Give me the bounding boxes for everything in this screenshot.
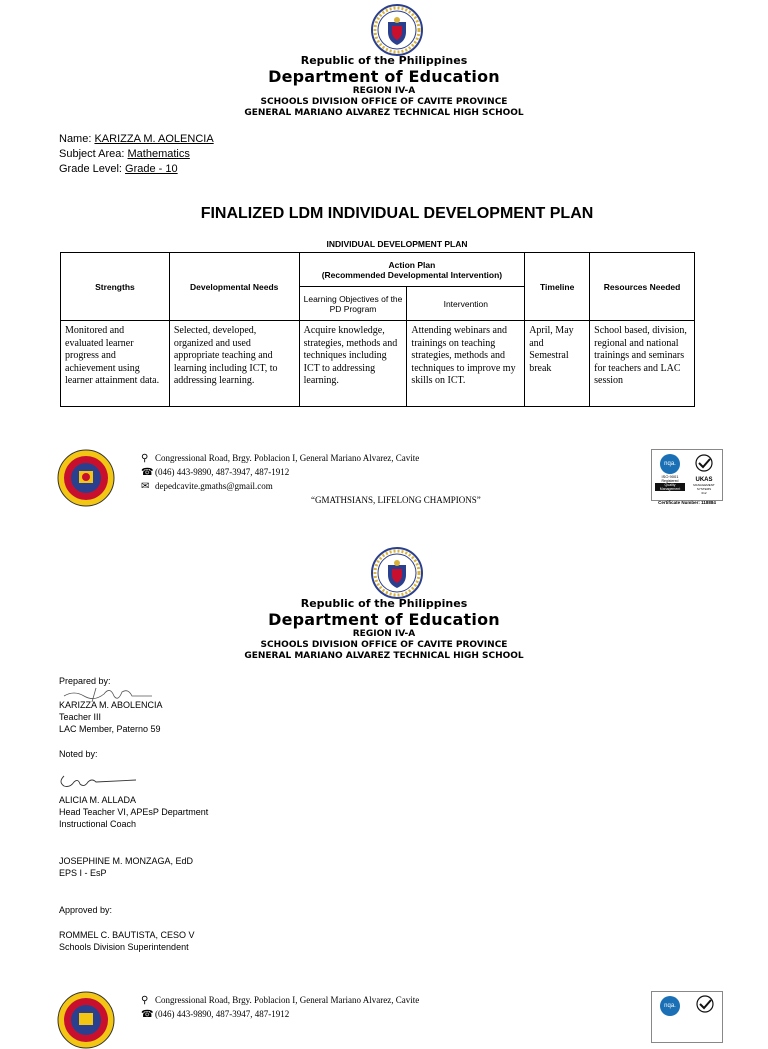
prepared-name: KARIZZA M. ABOLENCIA: [59, 700, 163, 710]
cell-objectives: Acquire knowledge, strategies, methods and techniques including ICT to addressing learning.: [299, 321, 407, 407]
department-text: Department of Education: [268, 67, 500, 86]
subject-value: Mathematics: [127, 148, 190, 160]
footer-address: [141, 453, 419, 464]
iso-label: ISO 9001: [661, 474, 679, 479]
crown-check-icon: [690, 994, 720, 1014]
deped-seal: [371, 4, 423, 56]
department-text: Department of Education: [268, 610, 500, 629]
republic-text: Republic of the Philippines: [300, 597, 468, 610]
deped-seal: [371, 547, 423, 599]
prepared-position: Teacher III: [59, 712, 102, 722]
address-text: Congressional Road, Brgy. Poblacion I, General Mariano Alvarez, Cavite: [155, 453, 420, 463]
cell-intervention: Attending webinars and trainings on teaching strategies, methods and techniques to improve my skills on ICT.: [407, 321, 525, 407]
address-text: Congressional Road, Brgy. Poblacion I, General Mariano Alvarez, Cavite: [155, 995, 420, 1005]
noted-position: Head Teacher VI, APEsP Department: [59, 807, 209, 817]
email-text: depedcavite.gmaths@gmail.com: [155, 481, 273, 491]
nqa-logo: nqa.: [660, 996, 680, 1016]
phone-icon: ☎: [141, 467, 154, 478]
table-row: [61, 321, 695, 407]
idp-table: [60, 252, 695, 407]
republic-text: Republic of the Philippines: [300, 54, 468, 67]
cert-number: Certificate Number: 118884: [658, 500, 716, 505]
region-text: REGION IV-A: [352, 86, 416, 96]
header-strengths: Strengths: [61, 253, 170, 321]
eps-position: EPS I - EsP: [59, 868, 107, 878]
noted-role: Instructional Coach: [59, 819, 137, 829]
location-pin-icon: ⚲: [141, 453, 149, 464]
grade-line: [59, 163, 178, 175]
ukas-label: UKAS: [695, 477, 713, 483]
footer-motto: “GMATHSIANS, LIFELONG CHAMPIONS”: [311, 495, 481, 505]
signature-noted: [58, 772, 138, 790]
name-value: KARIZZA M. AOLENCIA: [94, 133, 214, 145]
iso-certification-badge: [651, 991, 723, 1043]
nqa-logo: nqa.: [660, 454, 680, 474]
subject-label: Subject Area:: [59, 148, 125, 160]
school-text: GENERAL MARIANO ALVAREZ TECHNICAL HIGH SCHOOL: [244, 651, 524, 661]
footer-phone: [141, 1009, 289, 1020]
school-text: GENERAL MARIANO ALVAREZ TECHNICAL HIGH SCHOOL: [244, 108, 524, 118]
prepared-label: Prepared by:: [59, 676, 111, 686]
phone-text: (046) 443-9890, 487-3947, 487-1912: [155, 467, 290, 477]
ukas-mark: [689, 453, 719, 497]
grade-label: Grade Level:: [59, 163, 122, 175]
eps-name: JOSEPHINE M. MONZAGA, EdD: [59, 856, 194, 866]
noted-name: ALICIA M. ALLADA: [59, 795, 137, 805]
noted-label: Noted by:: [59, 749, 98, 759]
header-action-plan: [299, 253, 525, 287]
division-text: SCHOOLS DIVISION OFFICE OF CAVITE PROVINCE: [260, 97, 508, 107]
registered-label: Registered: [661, 479, 679, 483]
action-plan-subtitle: (Recommended Developmental Intervention): [321, 269, 503, 280]
footer-phone: [141, 467, 289, 478]
subject-line: [59, 148, 190, 160]
school-logo: [57, 991, 115, 1049]
phone-text: (046) 443-9890, 487-3947, 487-1912: [155, 1009, 290, 1019]
document-title: FINALIZED LDM INDIVIDUAL DEVELOPMENT PLAN: [200, 205, 594, 222]
approved-name: ROMMEL C. BAUTISTA, CESO V: [59, 930, 195, 940]
footer-email: [141, 481, 273, 492]
division-text: SCHOOLS DIVISION OFFICE OF CAVITE PROVINCE: [260, 640, 508, 650]
header-objectives: Learning Objectives of the PD Program: [299, 287, 407, 321]
iso-certification-badge: [651, 449, 723, 501]
cell-timeline: April, May and Semestral break: [525, 321, 590, 407]
approved-label: Approved by:: [59, 905, 113, 915]
header-timeline: Timeline: [525, 253, 590, 321]
crown-check-icon: [689, 453, 719, 473]
quality-label: Quality Management: [655, 483, 685, 491]
nqa-mark: [655, 453, 685, 497]
header-needs: Developmental Needs: [169, 253, 299, 321]
cell-strengths: Monitored and evaluated learner progress and achievement using learner attainment data.: [61, 321, 170, 407]
approved-position: Schools Division Superintendent: [59, 942, 189, 952]
table-caption: INDIVIDUAL DEVELOPMENT PLAN: [326, 239, 468, 249]
cell-resources: School based, division, regional and national trainings and seminars for teachers and LAC session: [590, 321, 695, 407]
envelope-icon: ✉: [141, 481, 150, 492]
action-plan-title: Action Plan: [388, 259, 436, 270]
name-label: Name:: [59, 133, 92, 145]
cell-needs: Selected, developed, organized and used appropriate teaching and learning including ICT, to addressing learning.: [169, 321, 299, 407]
footer-address: [141, 995, 419, 1006]
header-intervention: Intervention: [407, 287, 525, 321]
name-line: [59, 133, 214, 145]
phone-icon: ☎: [141, 1009, 154, 1020]
grade-value: Grade - 10: [125, 163, 178, 175]
ukas-sub-label: MANAGEMENT SYSTEMS: [693, 483, 715, 491]
prepared-role: LAC Member, Paterno 59: [59, 724, 161, 734]
header-resources: Resources Needed: [590, 253, 695, 321]
region-text: REGION IV-A: [352, 629, 416, 639]
location-pin-icon: ⚲: [141, 995, 149, 1006]
school-logo: [57, 449, 115, 507]
ukas-number: 012: [701, 491, 707, 495]
